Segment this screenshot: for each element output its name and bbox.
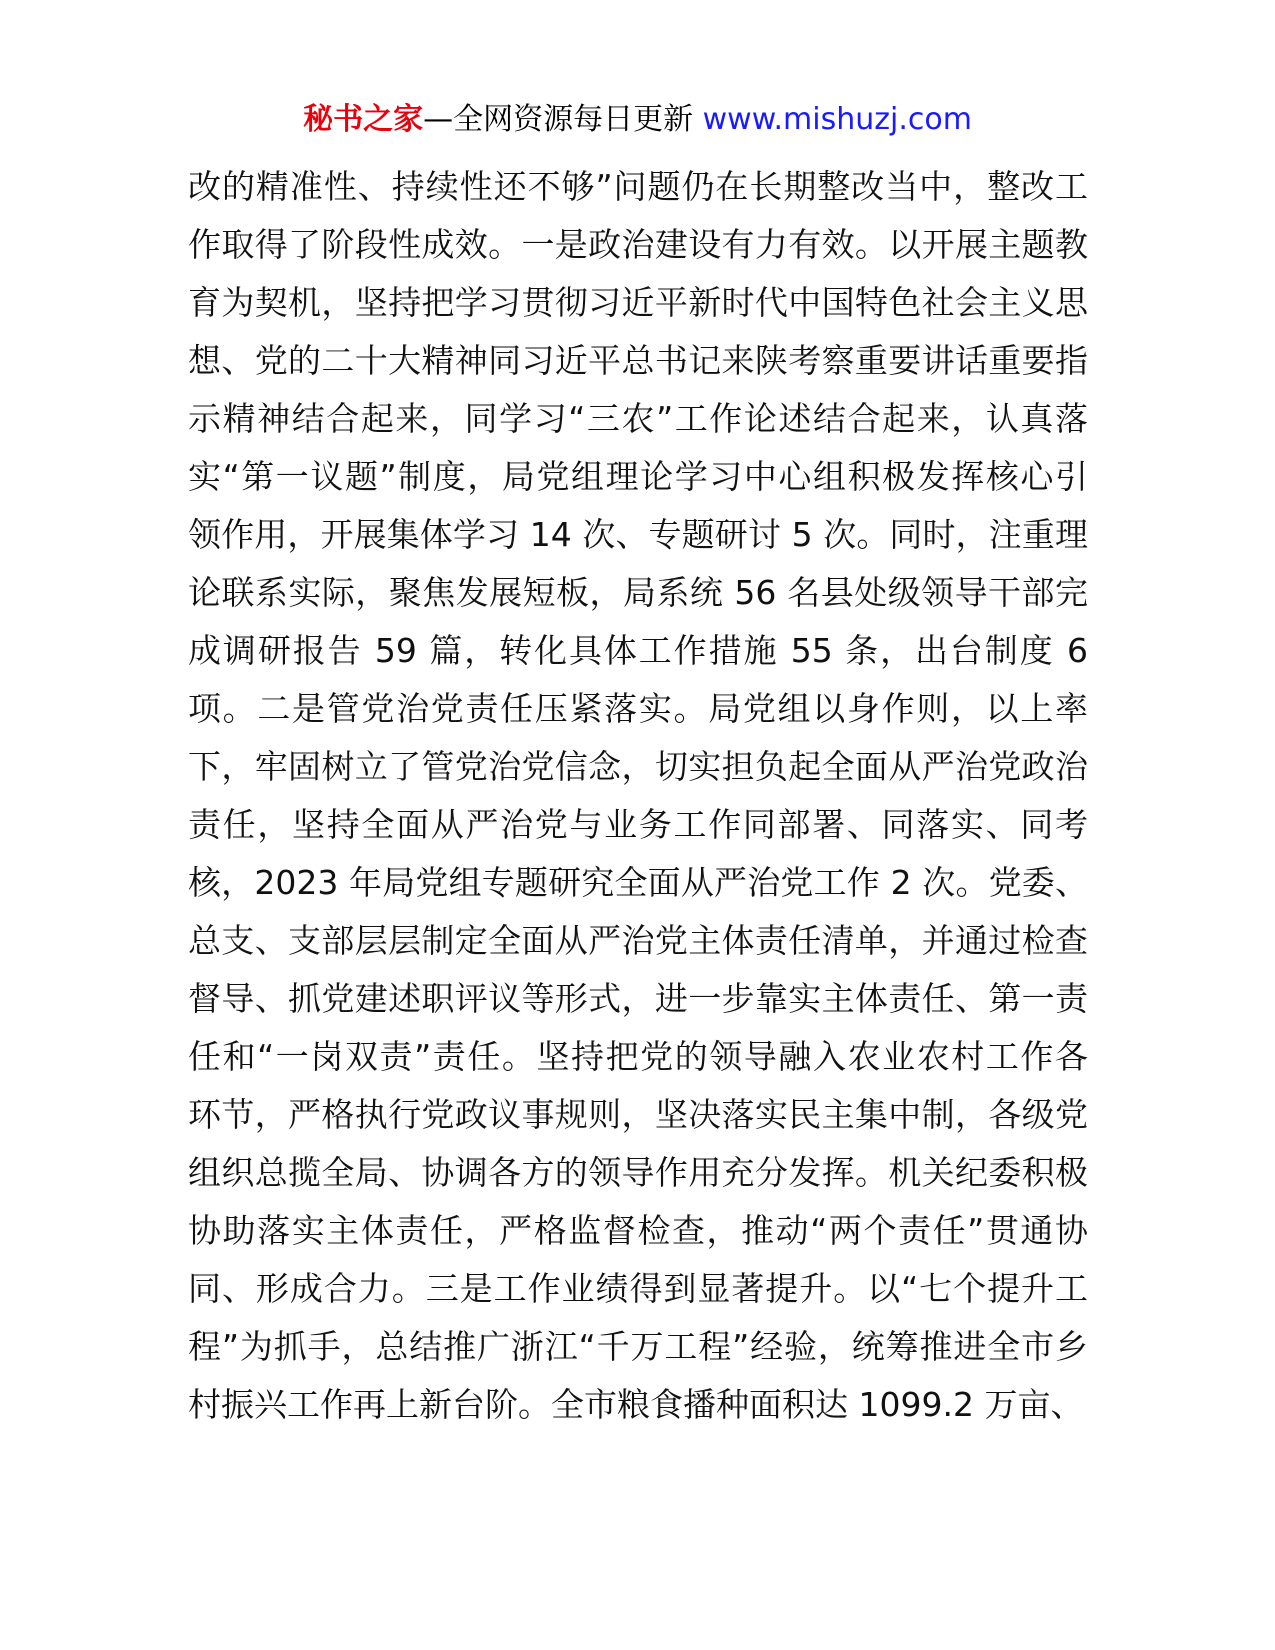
text-line: 作取得了阶段性成效。一是政治建设有力有效。以开展主题教	[188, 225, 1088, 264]
site-url-link[interactable]: www.mishuzj.com	[702, 102, 972, 137]
text-line: 育为契机，坚持把学习贯彻习近平新时代中国特色社会主义思	[188, 283, 1088, 322]
text-line: 示精神结合起来，同学习“三农”工作论述结合起来，认真落	[188, 399, 1088, 438]
text-line: 同、形成合力。三是工作业绩得到显著提升。以“七个提升工	[188, 1269, 1088, 1308]
site-header	[0, 100, 1275, 140]
header-tagline: —全网资源每日更新	[423, 102, 694, 137]
document-body	[188, 158, 1088, 1434]
text-line: 任和“一岗双责”责任。坚持把党的领导融入农业农村工作各	[188, 1037, 1088, 1076]
text-line: 程”为抓手，总结推广浙江“千万工程”经验，统筹推进全市乡	[188, 1327, 1088, 1366]
text-line: 环节，严格执行党政议事规则，坚决落实民主集中制，各级党	[188, 1095, 1088, 1134]
text-line: 成调研报告 59 篇，转化具体工作措施 55 条，出台制度 6	[188, 631, 1088, 670]
text-line: 组织总揽全局、协调各方的领导作用充分发挥。机关纪委积极	[188, 1153, 1088, 1192]
text-line: 改的精准性、持续性还不够”问题仍在长期整改当中，整改工	[188, 167, 1088, 206]
text-line: 项。二是管党治党责任压紧落实。局党组以身作则，以上率	[188, 689, 1088, 728]
text-line: 想、党的二十大精神同习近平总书记来陕考察重要讲话重要指	[188, 341, 1088, 380]
brand-name: 秘书之家	[303, 102, 424, 137]
text-line: 核，2023 年局党组专题研究全面从严治党工作 2 次。党委、	[188, 863, 1088, 902]
text-line: 实“第一议题”制度，局党组理论学习中心组积极发挥核心引	[188, 457, 1088, 496]
text-line: 村振兴工作再上新台阶。全市粮食播种面积达 1099.2 万亩、	[188, 1385, 1084, 1424]
text-line: 论联系实际，聚焦发展短板，局系统 56 名县处级领导干部完	[188, 573, 1088, 612]
text-line: 协助落实主体责任，严格监督检查，推动“两个责任”贯通协	[188, 1211, 1088, 1250]
text-line: 下，牢固树立了管党治党信念，切实担负起全面从严治党政治	[188, 747, 1088, 786]
text-line: 领作用，开展集体学习 14 次、专题研讨 5 次。同时，注重理	[188, 515, 1088, 554]
text-line: 督导、抓党建述职评议等形式，进一步靠实主体责任、第一责	[188, 979, 1088, 1018]
text-line: 责任，坚持全面从严治党与业务工作同部署、同落实、同考	[188, 805, 1088, 844]
text-line: 总支、支部层层制定全面从严治党主体责任清单，并通过检查	[188, 921, 1088, 960]
